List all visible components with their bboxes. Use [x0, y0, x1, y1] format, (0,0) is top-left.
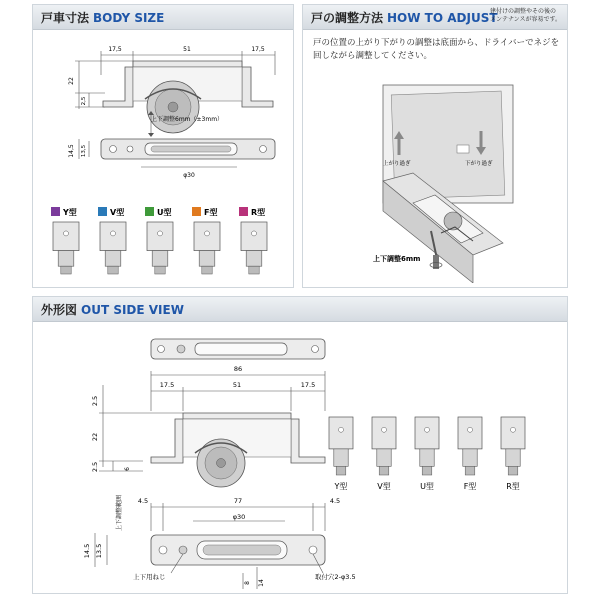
type-side-views — [329, 417, 525, 491]
body-size-header — [33, 5, 293, 30]
how-to-adjust-title — [311, 9, 498, 26]
outside-view-drawing — [33, 321, 567, 593]
type-badge-label: R型 — [251, 208, 266, 217]
type-side-label: R型 — [506, 482, 520, 491]
dim-6: 6 — [124, 467, 131, 471]
type-side-label: F型 — [463, 482, 477, 491]
dim-51-mid: 51 — [232, 381, 242, 389]
outside-view-title-jp: 外形図 — [41, 303, 78, 317]
dim-4-5-r: 4.5 — [329, 497, 341, 505]
dim-phi30-b: φ30 — [232, 513, 246, 521]
type-side-view-4 — [458, 417, 482, 491]
type-badge-label: V型 — [110, 208, 125, 217]
type-badges — [51, 207, 267, 274]
adjust-6mm-note: 上下調整6mm — [373, 255, 421, 263]
dim-86: 86 — [233, 365, 243, 373]
type-color-swatch — [239, 207, 248, 216]
dim-2-5-top: 2.5 — [91, 395, 99, 407]
type-badge-3 — [145, 207, 173, 274]
dim-13-5-b: 13.5 — [95, 543, 103, 559]
dim-14-5: 14,5 — [68, 144, 75, 158]
type-side-view-5 — [501, 417, 525, 491]
type-badge-1 — [51, 207, 79, 274]
type-badge-label: Y型 — [63, 208, 77, 217]
maintenance-note: 建付けの調整やその後の メンテナンスが容易です。 — [489, 8, 561, 23]
dim-8: 8 — [244, 581, 251, 585]
dim-22-side: 22 — [91, 432, 99, 442]
type-side-label: U型 — [420, 482, 434, 491]
dim-4-5-l: 4.5 — [137, 497, 149, 505]
type-badge-4 — [192, 207, 220, 274]
outside-view-title — [41, 301, 184, 318]
adjust-screw-label: 上下用ねじ — [133, 573, 166, 581]
dim-77: 77 — [233, 497, 243, 505]
plan-view-bottom — [151, 535, 325, 565]
up-too-much-label: 上がり過ぎ — [383, 161, 411, 167]
body-size-title — [41, 9, 164, 26]
type-color-swatch — [98, 207, 107, 216]
type-side-label: V型 — [377, 482, 391, 491]
outside-view-title-en: OUT SIDE VIEW — [81, 303, 184, 317]
adjust-description: 戸の位置の上がり下がりの調整は底面から、ドライバーでネジを回しながら調整してください。 — [313, 38, 560, 61]
adjust-6mm-label: 上下調整6mm（±3mm） — [151, 116, 224, 123]
type-side-label: Y型 — [334, 482, 348, 491]
roller-bottom-view — [101, 139, 275, 159]
front-elevation — [151, 413, 325, 487]
body-size-title-jp: 戸車寸法 — [41, 11, 90, 25]
down-too-much-label: 下がり過ぎ — [465, 161, 493, 167]
dim-2-5-bottom: 2.5 — [91, 461, 99, 473]
type-side-view-1 — [329, 417, 353, 491]
plan-view-top — [151, 339, 325, 359]
type-side-view-2 — [372, 417, 396, 491]
how-to-adjust-title-jp: 戸の調整方法 — [311, 11, 384, 25]
dim-14: 14 — [258, 579, 265, 587]
how-to-adjust-header — [303, 5, 567, 30]
adjust-drawing — [303, 83, 567, 283]
type-color-swatch — [51, 207, 60, 216]
adjust-range-label: 上下調整範囲 — [116, 494, 123, 532]
type-side-view-3 — [415, 417, 439, 491]
type-badge-label: U型 — [157, 208, 172, 217]
outside-view-header — [33, 297, 567, 322]
type-color-swatch — [192, 207, 201, 216]
dim-17-5-r: 17.5 — [300, 381, 316, 389]
dim-phi30: φ30 — [183, 172, 195, 179]
dim-14-5-b: 14.5 — [83, 543, 91, 559]
dim-2-5: 2,5 — [81, 96, 87, 106]
how-to-adjust-panel — [302, 4, 568, 288]
outside-view-panel — [32, 296, 568, 594]
type-badge-label: F型 — [204, 208, 218, 217]
body-size-drawing — [33, 29, 293, 287]
mount-hole-label: 取付穴2-φ3.5 — [315, 573, 356, 581]
body-size-panel — [32, 4, 294, 288]
type-badge-2 — [98, 207, 126, 274]
how-to-adjust-title-en: HOW TO ADJUST — [387, 11, 498, 25]
body-size-title-en: BODY SIZE — [93, 11, 165, 25]
type-color-swatch — [145, 207, 154, 216]
dim-17-5-l: 17.5 — [159, 381, 175, 389]
dim-51: 51 — [183, 46, 191, 53]
dim-22: 22 — [68, 77, 75, 85]
dim-17-5-left: 17,5 — [108, 46, 122, 53]
dim-17-5-right: 17,5 — [251, 46, 265, 53]
type-badge-5 — [239, 207, 267, 274]
dim-13-5: 13,5 — [81, 144, 87, 158]
